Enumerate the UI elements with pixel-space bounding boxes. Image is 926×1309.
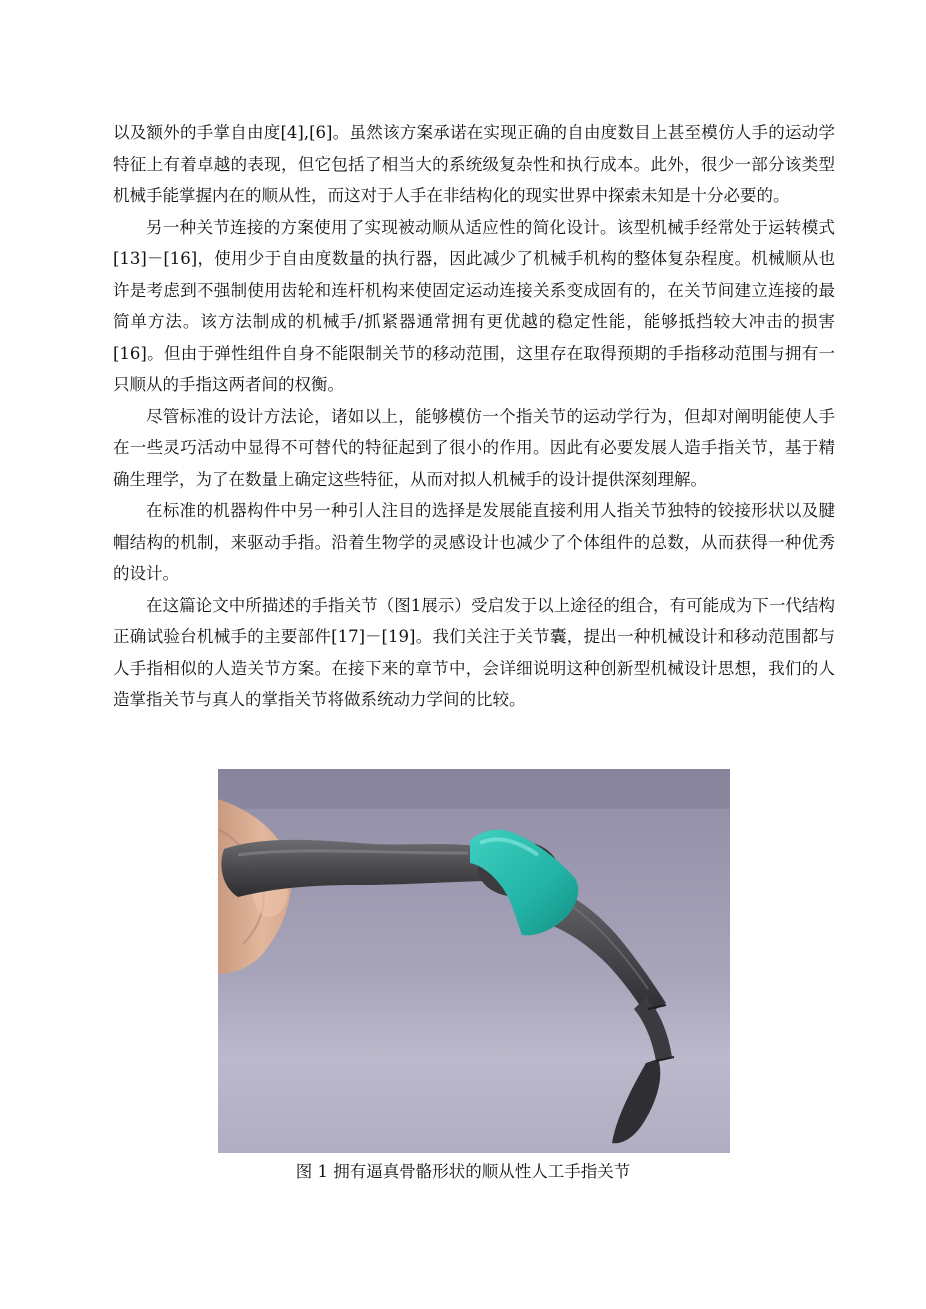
paragraph-5: 在这篇论文中所描述的手指关节（图1展示）受启发于以上途径的组合，有可能成为下一代结构正确试验台机械手的主要部件[17]－[19]。我们关注于关节囊，提出一种机械设计和移动范围都与人手指相似的人造关节方案。在接下来的章节中，会详细说明这种创新型机械设计思想，我们的人造掌指关节与真人的掌指关节将做系统动力学间的比较。 xyxy=(113,595,835,709)
figure-caption: 图 1 拥有逼真骨骼形状的顺从性人工手指关节 xyxy=(295,1162,631,1181)
finger-joint-photo xyxy=(218,769,730,1153)
body-text xyxy=(113,117,835,716)
paragraph-4: 在标准的机器构件中另一种引人注目的选择是发展能直接利用人指关节独特的铰接形状以及腱帽结构的机制，来驱动手指。沿着生物学的灵感设计也减少了个体组件的总数，从而获得一种优秀的设计。 xyxy=(113,501,835,583)
paragraph-1: 以及额外的手掌自由度[4],[6]。虽然该方案承诺在实现正确的自由度数目上甚至模仿人手的运动学特征上有着卓越的表现，但它包括了相当大的系统级复杂性和执行成本。此外，很少一部分该类型机械手能掌握内在的顺从性，而这对于人手在非结构化的现实世界中探索未知是十分必要的。 xyxy=(113,123,835,205)
background-shadow xyxy=(218,769,730,809)
paragraph-3: 尽管标准的设计方法论，诸如以上，能够模仿一个指关节的运动学行为，但却对阐明能使人手在一些灵巧活动中显得不可替代的特征起到了很小的作用。因此有必要发展人造手指关节，基于精确生理学，为了在数量上确定这些特征，从而对拟人机械手的设计提供深刻理解。 xyxy=(113,406,835,489)
figure-photo xyxy=(218,769,730,1153)
paragraph-2: 另一种关节连接的方案使用了实现被动顺从适应性的简化设计。该型机械手经常处于运转模式[13]－[16]，使用少于自由度数量的执行器，因此减少了机械手机构的整体复杂程度。机械顺从也许是考虑到不强制使用齿轮和连杆机构来使固定运动连接关系变成固有的，在关节间建立连接的最简单方法。该方法制成的机械手/抓紧器通常拥有更优越的稳定性能，能够抵挡较大冲击的损害[16]。但由于弹性组件自身不能限制关节的移动范围，这里存在取得预期的手指移动范围与拥有一只顺从的手指这两者间的权衡。 xyxy=(113,217,835,394)
